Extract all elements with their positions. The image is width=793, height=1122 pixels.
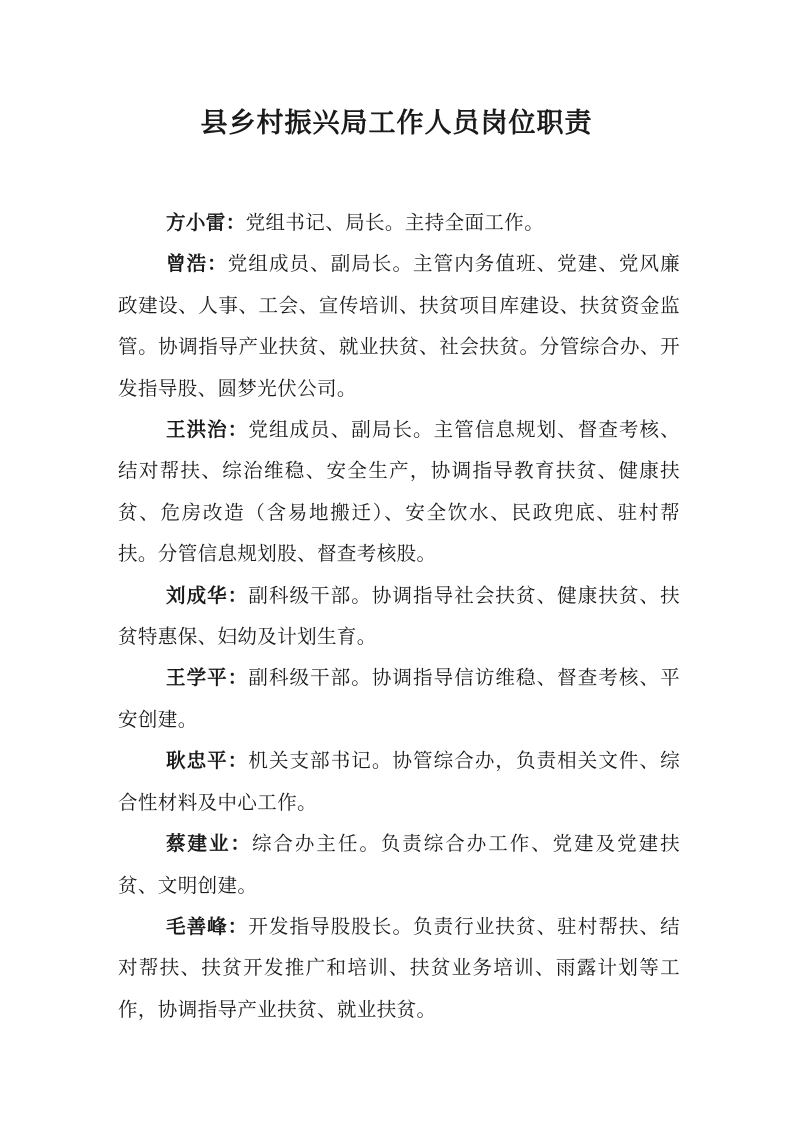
staff-name: 王洪治： (166, 418, 249, 442)
staff-name: 蔡建业： (166, 832, 252, 856)
staff-name: 曾浩： (166, 252, 228, 276)
duty-list (118, 202, 680, 1030)
duty-entry (118, 243, 680, 409)
staff-name: 王学平： (166, 666, 249, 690)
staff-duty: 党组成员、副局长。主管信息规划、督查考核、结对帮扶、综治维稳、安全生产，协调指导教育扶贫、健康扶贫、危房改造（含易地搬迁）、安全饮水、民政兜底、驻村帮扶。分管信息规划股、督查考核股。 (118, 418, 680, 566)
duty-entry (118, 823, 680, 906)
staff-duty: 党组书记、局长。主持全面工作。 (245, 211, 545, 234)
duty-entry (118, 409, 680, 575)
staff-duty: 副科级干部。协调指导社会扶贫、健康扶贫、扶贫特惠保、妇幼及计划生育。 (118, 583, 680, 649)
staff-name: 毛善峰： (166, 914, 249, 938)
duty-entry (118, 906, 680, 1030)
document-title: 县乡村振兴局工作人员岗位职责 (200, 108, 593, 139)
staff-name: 方小雷： (166, 211, 246, 234)
staff-duty: 综合办主任。负责综合办工作、党建及党建扶贫、文明创建。 (118, 832, 680, 897)
staff-duty: 开发指导股股长。负责行业扶贫、驻村帮扶、结对帮扶、扶贫开发推广和培训、扶贫业务培训、雨露计划等工作，协调指导产业扶贫、就业扶贫。 (118, 914, 680, 1021)
staff-name: 刘成华： (166, 583, 249, 607)
staff-duty: 党组成员、副局长。主管内务值班、党建、党风廉政建设、人事、工会、宣传培训、扶贫项目库建设、扶贫资金监管。协调指导产业扶贫、就业扶贫、社会扶贫。分管综合办、开发指导股、圆梦光伏公司。 (118, 252, 680, 400)
staff-name: 耿忠平： (166, 749, 249, 773)
duty-entry (118, 740, 680, 823)
staff-duty: 机关支部书记。协管综合办，负责相关文件、综合性材料及中心工作。 (118, 749, 680, 814)
duty-entry (118, 575, 680, 658)
staff-duty: 副科级干部。协调指导信访维稳、督查考核、平安创建。 (118, 666, 680, 731)
duty-entry (118, 657, 680, 740)
duty-entry (118, 202, 680, 243)
